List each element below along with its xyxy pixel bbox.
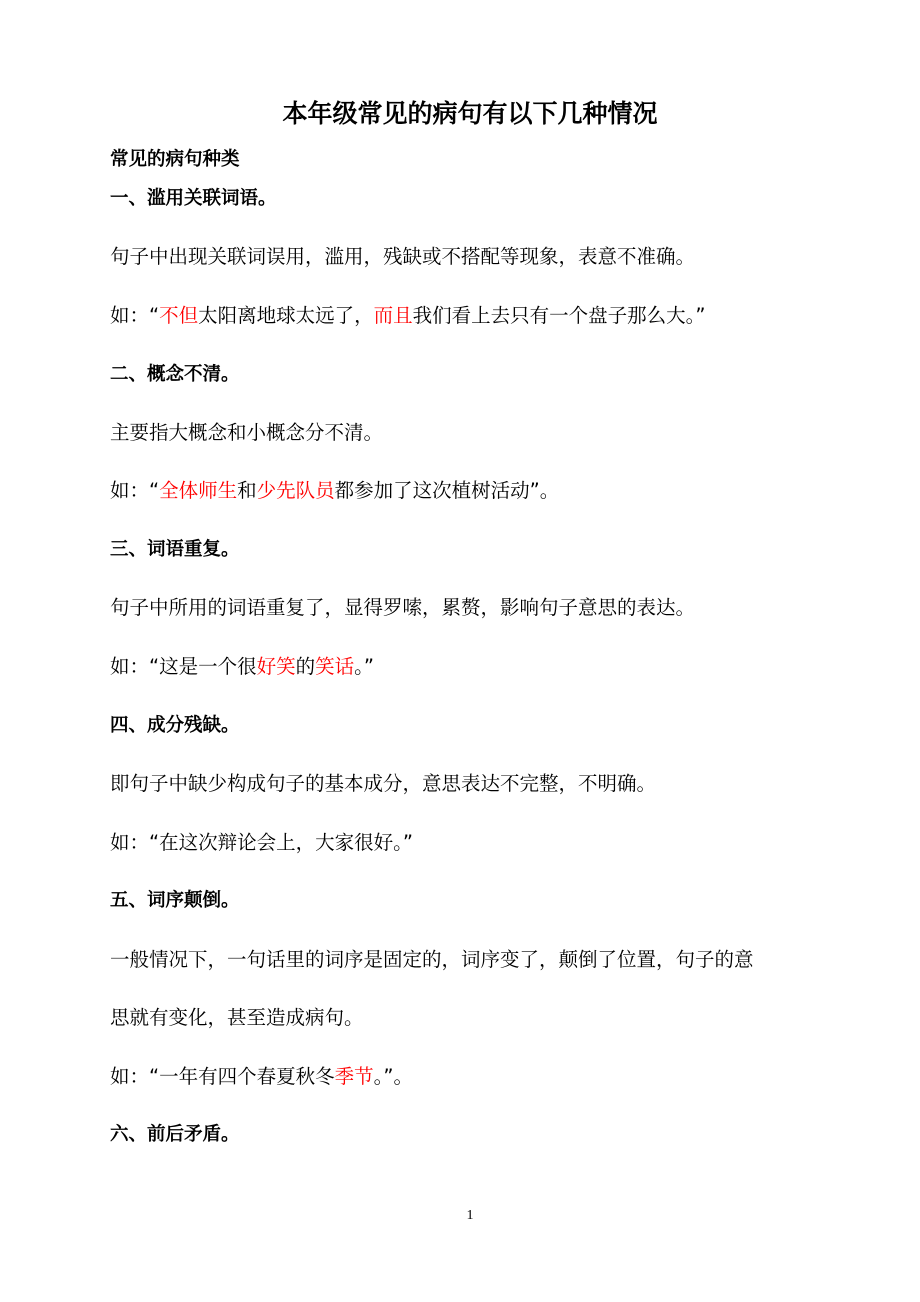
text-segment: 二、概念不清。 — [110, 364, 240, 385]
highlighted-error-text: 不但 — [159, 304, 199, 327]
paragraph-line — [110, 419, 383, 447]
text-segment: 一般情况下，一句话里的词序是固定的，词序变了，颠倒了位置，句子的意 — [110, 948, 754, 971]
page-number: 1 — [466, 1208, 474, 1223]
highlighted-error-text: 笑话 — [315, 655, 355, 678]
section-heading — [110, 536, 240, 564]
text-segment: 句子中所用的词语重复了，显得罗嗦，累赘，影响句子意思的表达。 — [110, 596, 696, 619]
section-heading — [110, 185, 277, 213]
highlighted-error-text: 好笑 — [256, 655, 296, 678]
text-segment: 常见的病句种类 — [110, 149, 240, 170]
text-segment: 如：“这是一个很 — [110, 655, 257, 678]
highlighted-error-text: 而且 — [373, 304, 413, 327]
text-segment: 都参加了这次植树活动”。 — [334, 479, 560, 502]
text-segment: 思就有变化，甚至造成病句。 — [110, 1006, 364, 1029]
text-segment: 即句子中缺少构成句子的基本成分，意思表达不完整，不明确。 — [110, 772, 657, 795]
section-heading — [110, 1121, 240, 1149]
section-heading — [110, 146, 240, 174]
text-segment: 。”。 — [373, 1065, 413, 1088]
section-heading — [110, 712, 240, 740]
text-segment: 我们看上去只有一个盘子那么大。” — [412, 304, 706, 327]
text-segment: 如：“ — [110, 479, 160, 502]
document-title: 本年级常见的病句有以下几种情况 — [282, 99, 658, 128]
paragraph-line — [110, 243, 695, 271]
section-heading — [110, 361, 240, 389]
paragraph-line — [110, 653, 374, 681]
text-segment: 。” — [354, 655, 375, 678]
text-segment: 一、滥用关联词语。 — [110, 188, 277, 209]
text-segment: 五、词序颠倒。 — [110, 890, 240, 911]
text-segment: 和 — [237, 479, 257, 502]
paragraph-line — [110, 946, 754, 974]
text-segment: 三、词语重复。 — [110, 539, 240, 560]
paragraph-line — [110, 770, 656, 798]
text-segment: 如：“在这次辩论会上，大家很好。” — [110, 831, 413, 854]
highlighted-error-text: 季节 — [334, 1065, 374, 1088]
paragraph-line — [110, 1004, 364, 1032]
text-segment: 主要指大概念和小概念分不清。 — [110, 421, 384, 444]
text-segment: 如：“一年有四个春夏秋冬 — [110, 1065, 335, 1088]
text-segment: 太阳离地球太远了， — [198, 304, 374, 327]
highlighted-error-text: 少先队员 — [256, 479, 335, 502]
section-heading — [110, 887, 240, 915]
paragraph-line — [110, 1063, 413, 1091]
text-segment: 六、前后矛盾。 — [110, 1124, 240, 1145]
text-segment: 句子中出现关联词误用，滥用，残缺或不搭配等现象，表意不准确。 — [110, 245, 696, 268]
paragraph-line — [110, 302, 706, 330]
text-segment: 的 — [295, 655, 316, 678]
paragraph-line — [110, 594, 695, 622]
paragraph-line — [110, 829, 413, 857]
text-segment: 如：“ — [110, 304, 160, 327]
highlighted-error-text: 全体师生 — [159, 479, 238, 502]
paragraph-line — [110, 477, 559, 505]
text-segment: 四、成分残缺。 — [110, 715, 240, 736]
